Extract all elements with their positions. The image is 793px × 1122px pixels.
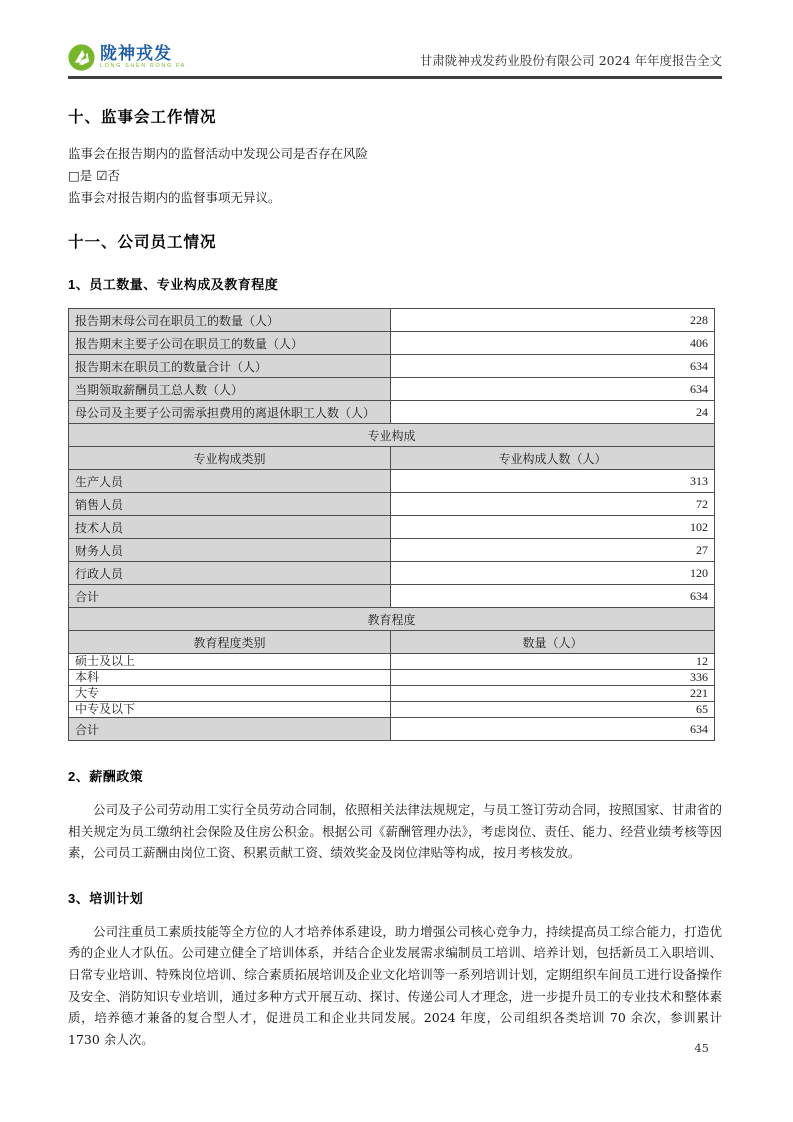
checkbox-yes: □是	[68, 168, 93, 183]
education-header-row	[69, 631, 715, 654]
table-row	[69, 516, 715, 539]
profession-header-row	[69, 447, 715, 470]
row-label: 中专及以下	[69, 702, 391, 718]
row-label: 行政人员	[69, 562, 391, 585]
supervisory-question: 监事会在报告期内的监督活动中发现公司是否存在风险	[68, 146, 369, 161]
salary-policy-paragraph: 公司及子公司劳动用工实行全员劳动合同制，依照相关法律法规规定，与员工签订劳动合同，按照国家、甘肃省的相关规定为员工缴纳社会保险及住房公积金。根据公司《薪酬管理办法》，考虑岗位、责任、能力、经营业绩考核等因素，公司员工薪酬由岗位工资、积累贡献工资、绩效奖金及岗位津贴等构成，按月考核发放。	[68, 802, 722, 861]
table-row	[69, 562, 715, 585]
row-value: 634	[391, 585, 715, 608]
row-value: 634	[391, 378, 715, 401]
row-label: 母公司及主要子公司需承担费用的离退休职工人数（人）	[69, 401, 391, 424]
row-value: 12	[391, 654, 715, 670]
logo-icon	[68, 44, 95, 71]
profession-section-row	[69, 424, 715, 447]
row-label: 报告期末在职员工的数量合计（人）	[69, 355, 391, 378]
table-row	[69, 401, 715, 424]
column-header-count: 专业构成人数（人）	[391, 447, 715, 470]
supervisory-options	[68, 165, 722, 187]
row-value: 313	[391, 470, 715, 493]
row-value: 406	[391, 332, 715, 355]
row-value: 336	[391, 670, 715, 686]
row-label: 销售人员	[69, 493, 391, 516]
table-row	[69, 493, 715, 516]
row-value: 634	[391, 718, 715, 741]
row-label: 报告期末母公司在职员工的数量（人）	[69, 309, 391, 332]
company-logo	[68, 44, 186, 71]
row-value: 120	[391, 562, 715, 585]
table-row	[69, 686, 715, 702]
table-total-row	[69, 585, 715, 608]
row-value: 24	[391, 401, 715, 424]
row-value: 634	[391, 355, 715, 378]
row-value: 221	[391, 686, 715, 702]
row-label: 合计	[69, 585, 391, 608]
row-label: 合计	[69, 718, 391, 741]
table-row	[69, 378, 715, 401]
page-number: 45	[694, 1041, 709, 1055]
row-label: 大专	[69, 686, 391, 702]
row-value: 72	[391, 493, 715, 516]
section-heading-supervisory: 十、监事会工作情况	[68, 109, 217, 126]
row-label: 财务人员	[69, 539, 391, 562]
table-row	[69, 470, 715, 493]
page-content	[68, 78, 722, 1050]
checkbox-no-checked: ☑否	[96, 168, 121, 183]
logo-english-name: LONG SHEN RONG FA	[100, 63, 186, 70]
row-value: 27	[391, 539, 715, 562]
column-header-count: 数量（人）	[391, 631, 715, 654]
table-row	[69, 355, 715, 378]
subsection-heading-training: 3、培训计划	[68, 890, 144, 906]
row-label: 本科	[69, 670, 391, 686]
subsection-heading-salary: 2、薪酬政策	[68, 769, 144, 784]
education-section-title: 教育程度	[69, 608, 715, 631]
table-row	[69, 332, 715, 355]
training-plan-paragraph: 公司注重员工素质技能等全方位的人才培养体系建设，助力增强公司核心竞争力，持续提高员工综合能力，打造优秀的企业人才队伍。公司建立健全了培训体系，并结合企业发展需求编制员工培训、培养计划，包括新员工入职培训、日常专业培训、特殊岗位培训、综合素质拓展培训及企业文化培训等一系列培训计划，定期组织车间员工进行设备操作及安全、消防知识专业培训，通过多种方式开展互动、探讨、传递公司人才理念，进一步提升员工的专业技术和整体素质，培养德才兼备的复合型人才，促进员工和企业共同发展。2024 年度，公司组织各类培训 70 余次，参训累计 1730 余人次。	[68, 923, 722, 1047]
document-title: 甘肃陇神戎发药业股份有限公司 2024 年年度报告全文	[419, 53, 722, 68]
subsection-heading-composition: 1、员工数量、专业构成及教育程度	[68, 277, 279, 292]
logo-wordmark	[100, 45, 186, 70]
row-value: 228	[391, 309, 715, 332]
table-row	[69, 702, 715, 718]
table-row	[69, 670, 715, 686]
section-heading-employees: 十一、公司员工情况	[68, 234, 217, 251]
row-value: 65	[391, 702, 715, 718]
row-label: 技术人员	[69, 516, 391, 539]
supervisory-statement: 监事会对报告期内的监督事项无异议。	[68, 190, 281, 205]
column-header-category: 教育程度类别	[69, 631, 391, 654]
row-label: 生产人员	[69, 470, 391, 493]
education-section-row	[69, 608, 715, 631]
table-row	[69, 654, 715, 670]
row-label: 当期领取薪酬员工总人数（人）	[69, 378, 391, 401]
logo-chinese-name: 陇神戎发	[100, 44, 172, 64]
row-label: 报告期末主要子公司在职员工的数量（人）	[69, 332, 391, 355]
table-total-row	[69, 718, 715, 741]
column-header-category: 专业构成类别	[69, 447, 391, 470]
row-value: 102	[391, 516, 715, 539]
row-label: 硕士及以上	[69, 654, 391, 670]
table-row	[69, 309, 715, 332]
profession-section-title: 专业构成	[69, 424, 715, 447]
table-row	[69, 539, 715, 562]
page-header	[68, 44, 722, 79]
employee-table	[68, 308, 715, 741]
